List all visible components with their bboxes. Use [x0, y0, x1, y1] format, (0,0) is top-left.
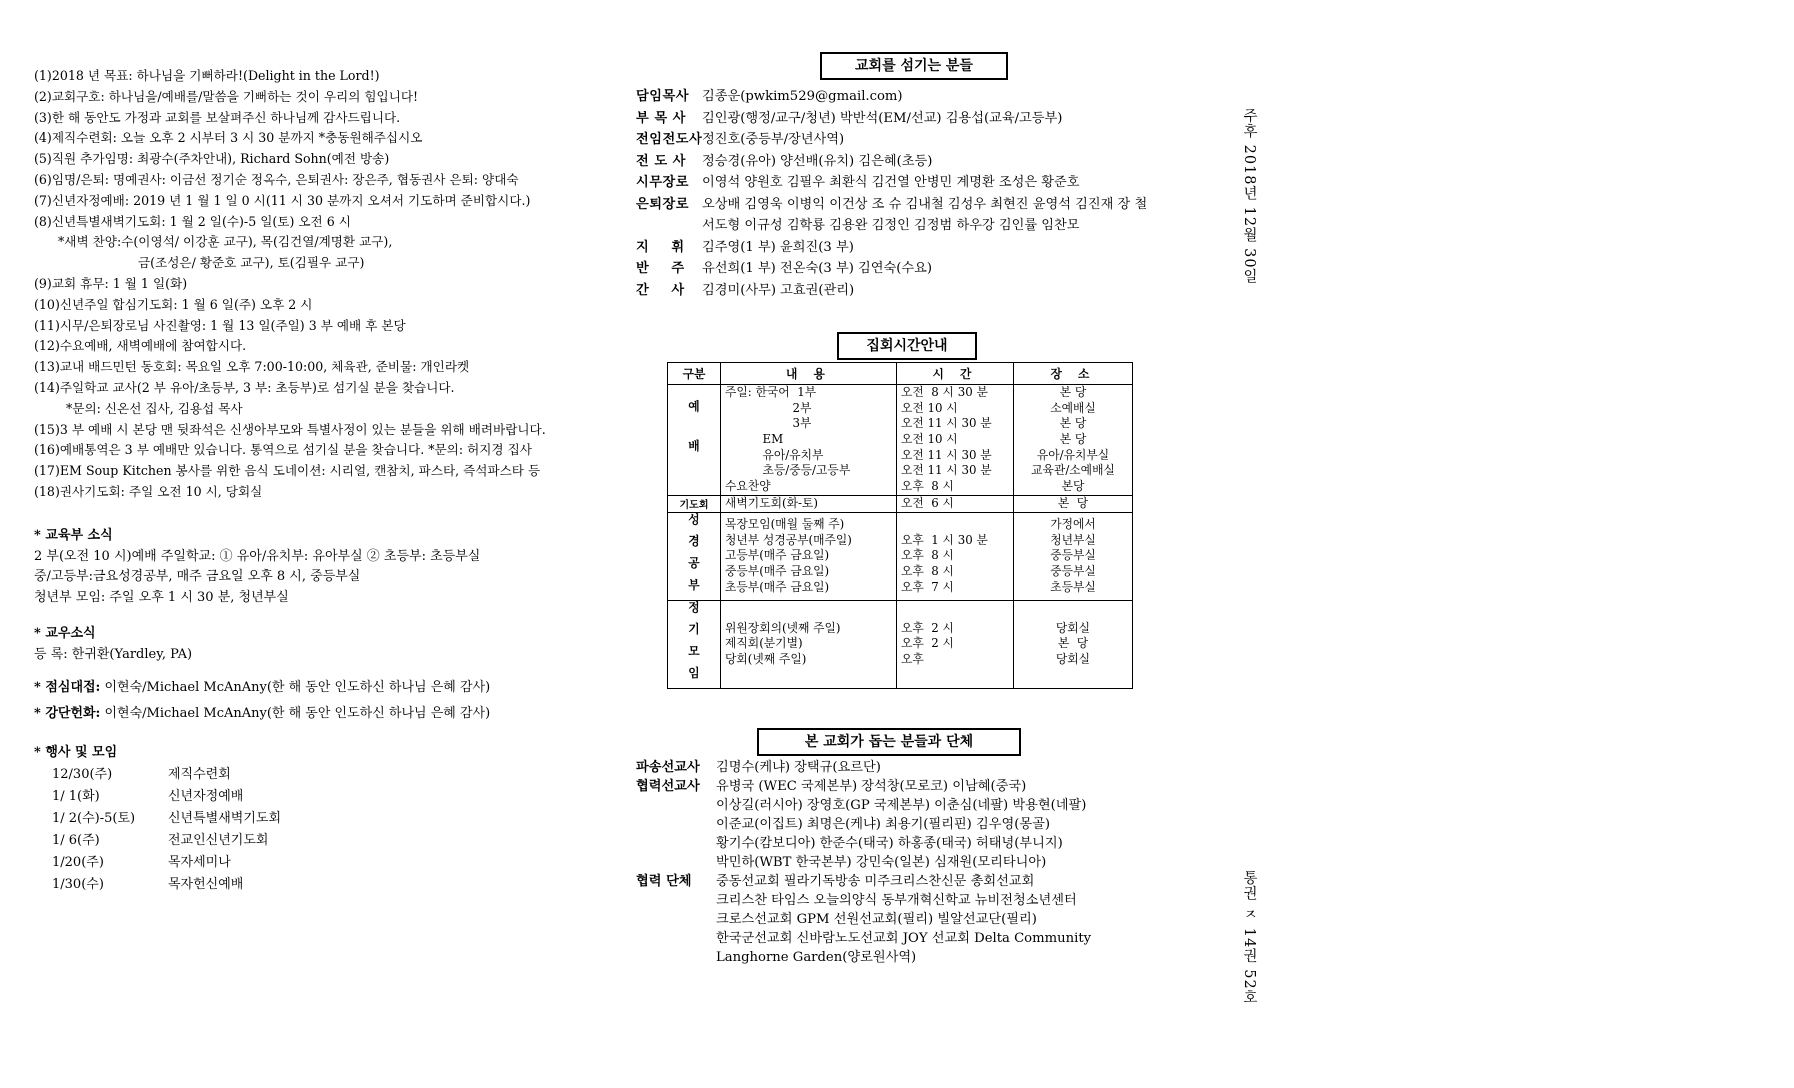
mission-names: Langhorne Garden(양로원사역) [716, 950, 917, 965]
events-list [34, 764, 281, 896]
schedule-place-line: 본당 [1061, 479, 1085, 494]
staff-row [636, 86, 1147, 108]
staff-names: 김주영(1 부) 윤희진(3 부) [702, 239, 854, 255]
mission-names: 유병국 (WEC 국제본부) 장석창(모로코) 이남혜(중국) [716, 779, 1027, 794]
schedule-time-line: 오후 2 시 [901, 620, 954, 635]
schedule-header: 구분 [668, 363, 721, 385]
schedule-time-line: 오후 [901, 652, 924, 667]
staff-role: 시무장로 [636, 175, 689, 190]
schedule-content-line: EM [725, 432, 784, 447]
event-name: 목자세미나 [168, 855, 231, 870]
schedule-content [721, 512, 897, 600]
staff-role: 간 사 [636, 282, 694, 298]
event-date: 12/30(주) [52, 767, 113, 782]
mission-row [636, 777, 1091, 796]
schedule-content [721, 495, 897, 512]
staff-title: 교회를 섬기는 분들 [820, 52, 1008, 80]
staff-role: 전 도 사 [636, 153, 686, 169]
staff-role: 은퇴장로 [636, 196, 689, 212]
education-title: * 교육부 소식 [34, 528, 113, 543]
schedule-category [668, 600, 721, 688]
announcement-item: (17)EM Soup Kitchen 봉사를 위한 음식 도네이션: 시리얼, 캔참치, 파스타, 즉석파스타 등 [34, 463, 541, 479]
lunch-label: * 점심대접: [34, 680, 101, 695]
announcement-item: *새벽 찬양:수(이영석/ 이강훈 교구), 목(김건열/계명환 교구), [58, 234, 393, 250]
event-date: 1/ 2(수)-5(토) [52, 811, 136, 826]
staff-role: 지 휘 [636, 239, 694, 255]
schedule-place-line: 당회실 [1055, 652, 1091, 667]
schedule-table [667, 362, 1133, 689]
schedule-header: 장 소 [1014, 363, 1133, 385]
schedule-place-line: 교육관/소예배실 [1031, 463, 1115, 478]
schedule-header: 내 용 [721, 363, 897, 385]
announcement-item: (16)예배통역은 3 부 예배만 있습니다. 통역으로 섬기실 분을 찾습니다. *문의: 허지경 집사 [34, 442, 532, 458]
schedule-time-line: 오전 11 시 30 분 [901, 447, 992, 462]
announcement-item: (18)권사기도회: 주일 오전 10 시, 당회실 [34, 483, 263, 499]
staff-names: 정진호(중등부/장년사역) [702, 132, 845, 147]
announcement-item: (1)2018 년 목표: 하나님을 기뻐하라!(Delight in the Lord!) [34, 68, 380, 83]
staff-names: 김경미(사무) 고효권(관리) [702, 282, 855, 298]
schedule-time-line: 오전 10 시 [901, 400, 958, 415]
mission-category: 파송선교사 [636, 760, 700, 775]
flowers-text: 이현숙/Michael McAnAny(한 해 동안 인도하신 하나님 은혜 감사) [100, 706, 491, 721]
announcement-item: (4)제직수련회: 오늘 오후 2 시부터 3 시 30 분까지 *충동원해주십시오 [34, 130, 423, 146]
announcement-item: (7)신년자정예배: 2019 년 1 월 1 일 0 시(11 시 30 분까지 오셔서 기도하며 준비합시다.) [34, 192, 531, 208]
mission-row [636, 758, 1091, 777]
education-line: 청년부 모임: 주일 오후 1 시 30 분, 청년부실 [34, 589, 289, 605]
member-news-title: * 교우소식 [34, 626, 96, 641]
schedule-category [668, 495, 721, 512]
mission-names: 김명수(케냐) 장택규(요르단) [716, 760, 881, 775]
schedule-time-line: 오전 8 시 30 분 [901, 385, 988, 399]
staff-row [636, 280, 1147, 302]
schedule-content-line: 목장모임(매월 둘째 주) [725, 516, 845, 531]
staff-names: 이영석 양원호 김필우 최환식 김건열 안병민 계명환 조성은 황준호 [702, 175, 1080, 190]
lunch-text: 이현숙/Michael McAnAny(한 해 동안 인도하신 하나님 은혜 감사) [100, 680, 491, 695]
schedule-content-line: 새벽기도회(화-토) [725, 495, 818, 510]
mission-category: 협력 단체 [636, 874, 692, 889]
schedule-content-line: 청년부 성경공부(매주일) [725, 532, 852, 547]
altar-flowers [34, 704, 490, 725]
schedule-content-line: 주일: 한국어 1부 [725, 385, 817, 399]
staff-names: 김종운(pwkim529@gmail.com) [702, 89, 903, 104]
announcement-list [34, 66, 546, 503]
staff-role: 전임전도사 [636, 132, 703, 147]
staff-names: 서도형 이규성 김학룡 김용완 김정인 김정범 하우강 김인률 임찬모 [702, 218, 1080, 233]
announcement-item: (3)한 해 동안도 가정과 교회를 보살펴주신 하나님께 감사드립니다. [34, 109, 401, 125]
announcement-item: (10)신년주일 합심기도회: 1 월 6 일(주) 오후 2 시 [34, 296, 313, 312]
category-label: 정기모임 [686, 600, 701, 688]
schedule-content-line: 고등부(매주 금요일) [725, 548, 830, 563]
schedule-time-line: 오후 8 시 [901, 548, 954, 563]
schedule-content-line: 2부 [725, 400, 812, 415]
announcement-item: (12)수요예배, 새벽예배에 참여합시다. [34, 338, 247, 354]
staff-role: 반 주 [636, 261, 694, 276]
education-line: 2 부(오전 10 시)예배 주일학교: ① 유아/유치부: 유아부실 ② 초등부: 초등부실 [34, 548, 481, 564]
mission-names: 크리스찬 타임스 오늘의양식 동부개혁신학교 뉴비전청소년센터 [716, 893, 1077, 908]
schedule-row [668, 600, 1133, 688]
event-date: 1/30(수) [52, 877, 104, 892]
schedule-place [1014, 385, 1133, 496]
mission-names: 중동선교회 필라기독방송 미주크리스찬신문 총회선교회 [716, 874, 1035, 889]
events-title: * 행사 및 모임 [34, 745, 118, 760]
announcement-item: (15)3 부 예배 시 본당 맨 뒷좌석은 신생아부모와 특별사정이 있는 분들을 위해 배려바랍니다. [34, 421, 546, 437]
schedule-time [897, 512, 1014, 600]
schedule-place-line: 중등부실 [1050, 563, 1096, 578]
schedule-place-line: 본 당 [1057, 636, 1089, 651]
category-label: 기도회 [679, 500, 709, 512]
mission-names: 크로스선교회 GPM 선원선교회(필리) 빌알선교단(필리) [716, 912, 1037, 927]
schedule-time-line: 오후 2 시 [901, 636, 954, 651]
staff-row [636, 237, 1147, 259]
category-label: 예배 [686, 400, 701, 480]
event-row [34, 786, 281, 808]
schedule-place-line: 본 당 [1059, 385, 1087, 399]
schedule-content-line: 초등부(매주 금요일) [725, 579, 830, 594]
mission-names: 한국군선교회 신바람노도선교회 JOY 선교회 Delta Community [716, 931, 1092, 946]
staff-row [636, 194, 1147, 216]
schedule-time-line: 오후 8 시 [901, 563, 954, 578]
staff-row [636, 129, 1147, 151]
schedule-place-line: 당회실 [1055, 620, 1091, 635]
event-name: 신년특별새벽기도회 [168, 811, 282, 826]
schedule-content [721, 385, 897, 496]
staff-row [636, 108, 1147, 130]
event-name: 전교인신년기도회 [168, 833, 269, 848]
schedule-time [897, 495, 1014, 512]
schedule-content [721, 600, 897, 688]
staff-names: 정승경(유아) 양선배(유치) 김은혜(초등) [702, 153, 933, 169]
mission-row [636, 872, 1091, 891]
schedule-place-line: 본 당 [1059, 416, 1087, 431]
announcement-item: (5)직원 추가임명: 최광수(주차안내), Richard Sohn(예전 방송) [34, 151, 390, 167]
announcement-item: (14)주일학교 교사(2 부 유아/초등부, 3 부: 초등부)로 섬기실 분을 찾습니다. [34, 379, 455, 395]
schedule-time-line: 오전 6 시 [901, 495, 954, 510]
schedule-content-line: 수요찬양 [725, 479, 771, 494]
event-row [34, 808, 281, 830]
schedule-time [897, 600, 1014, 688]
schedule-row [668, 512, 1133, 600]
event-row [34, 830, 281, 852]
staff-row [636, 215, 1147, 237]
schedule-time-line: 오전 10 시 [901, 432, 958, 447]
staff-names: 김인광(행정/교구/청년) 박반석(EM/선교) 김용섭(교육/고등부) [702, 110, 1063, 126]
schedule-place-line: 초등부실 [1050, 579, 1096, 594]
schedule-time-line: 오후 7 시 [901, 579, 954, 594]
schedule-place-line: 본 당 [1059, 432, 1087, 447]
category-label: 성경공부 [686, 512, 701, 600]
schedule-time-line: 오전 11 시 30 분 [901, 416, 992, 431]
event-name: 신년자정예배 [168, 789, 244, 804]
schedule-content-line: 위원장회의(넷째 주일) [725, 620, 841, 635]
bulletin-volume: 통권 ㅈ 14권 52호 [1241, 870, 1257, 1006]
schedule-header: 시 간 [897, 363, 1014, 385]
schedule-content-line: 초등/중등/고등부 [725, 463, 851, 478]
events-section [34, 742, 281, 896]
schedule-category [668, 512, 721, 600]
event-name: 목자헌신예배 [168, 877, 244, 892]
event-row [34, 764, 281, 786]
education-news [34, 526, 480, 608]
event-name: 제직수련회 [168, 767, 231, 782]
event-date: 1/20(주) [52, 855, 104, 870]
schedule-content-line: 유아/유치부 [725, 447, 824, 462]
schedule-time-line [901, 517, 1009, 533]
announcement-item: *문의: 신온선 집사, 김용섭 목사 [66, 400, 243, 416]
schedule-place-line: 중등부실 [1050, 548, 1096, 563]
schedule-time-line: 오전 11 시 30 분 [901, 463, 992, 478]
lunch-host [34, 678, 490, 699]
schedule-content-line: 당회(넷째 주일) [725, 652, 807, 667]
announcement-item: (6)임명/은퇴: 명예권사: 이금선 정기순 정옥수, 은퇴권사: 장은주, 협동권사 은퇴: 양대숙 [34, 171, 519, 187]
announcement-item: (8)신년특별새벽기도회: 1 월 2 일(수)-5 일(토) 오전 6 시 [34, 213, 351, 229]
mission-names: 황기수(캄보디아) 한준수(태국) 하홍종(태국) 허태녕(부니지) [716, 836, 1063, 851]
schedule-category [668, 385, 721, 496]
schedule-place [1014, 512, 1133, 600]
flowers-label: * 강단헌화: [34, 706, 101, 721]
schedule-content-line: 제직회(분기별) [725, 636, 803, 651]
event-row [34, 852, 281, 874]
mission-list [636, 758, 1091, 967]
schedule-place [1014, 600, 1133, 688]
announcement-item: (13)교내 배드민턴 동호회: 목요일 오후 7:00-10:00, 체육관, 준비물: 개인라켓 [34, 359, 470, 375]
staff-role: 담임목사 [636, 89, 689, 104]
member-news-line: 등 록: 한귀환(Yardley, PA) [34, 646, 193, 662]
staff-row [636, 151, 1147, 173]
bulletin-date: 주후 2018년 12월 30일 [1241, 108, 1257, 285]
schedule-place-line: 소예배실 [1050, 400, 1096, 415]
schedule-row [668, 385, 1133, 496]
schedule-title: 집회시간안내 [837, 332, 977, 360]
schedule-time [897, 385, 1014, 496]
mission-category: 협력선교사 [636, 779, 700, 794]
member-news [34, 624, 192, 665]
schedule-row [668, 495, 1133, 512]
announcement-item: (11)시무/은퇴장로님 사진촬영: 1 월 13 일(주일) 3 부 예배 후 본당 [34, 317, 406, 333]
schedule-content-line: 중등부(매주 금요일) [725, 563, 830, 578]
staff-role: 부 목 사 [636, 110, 686, 126]
schedule-place-line: 본 당 [1057, 495, 1089, 510]
schedule-time-line: 오후 8 시 [901, 479, 954, 494]
event-row [34, 874, 281, 896]
staff-names: 유선희(1 부) 전온숙(3 부) 김연숙(수요) [702, 261, 933, 276]
announcement-item: (2)교회구호: 하나님을/예배를/말씀을 기뻐하는 것이 우리의 힘입니다! [34, 88, 419, 104]
schedule-place-line: 청년부실 [1050, 532, 1096, 547]
announcement-item: 금(조성은/ 황준호 교구), 토(김필우 교구) [138, 255, 365, 271]
schedule-place-line: 가정에서 [1050, 516, 1096, 531]
staff-row [636, 258, 1147, 280]
mission-names: 이준교(이집트) 최명은(케냐) 최용기(필리핀) 김우영(몽골) [716, 817, 1050, 832]
staff-list [636, 86, 1147, 301]
event-date: 1/ 1(화) [52, 789, 100, 804]
staff-names: 오상배 김영욱 이병익 이건상 조 슈 김내철 김성우 최현진 윤영석 김진재 장 철 [702, 196, 1148, 212]
schedule-place-line: 유아/유치부실 [1036, 447, 1110, 462]
schedule-place [1014, 495, 1133, 512]
announcement-item: (9)교회 휴무: 1 월 1 일(화) [34, 275, 188, 291]
schedule-content-line: 3부 [725, 416, 812, 431]
mission-names: 박민하(WBT 한국본부) 강민숙(일본) 심재원(모리타니아) [716, 855, 1047, 870]
education-line: 중/고등부:금요성경공부, 매주 금요일 오후 8 시, 중등부실 [34, 569, 361, 584]
mission-title: 본 교회가 돕는 분들과 단체 [757, 728, 1021, 756]
staff-row [636, 172, 1147, 194]
mission-names: 이상길(러시아) 장영호(GP 국제본부) 이춘심(네팔) 박용현(네팔) [716, 798, 1087, 813]
event-date: 1/ 6(주) [52, 833, 100, 848]
schedule-time-line: 오후 1 시 30 분 [901, 532, 988, 547]
